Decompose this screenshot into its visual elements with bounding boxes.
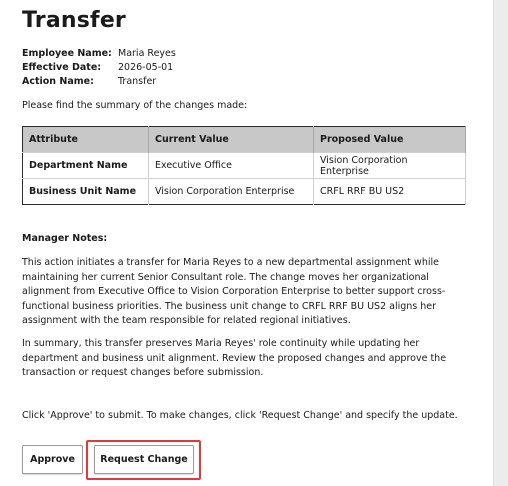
transaction-details xyxy=(22,47,176,89)
proposed-value-cell: Vision Corporation Enterprise xyxy=(314,153,466,179)
column-header-attribute: Attribute xyxy=(23,127,149,153)
table-header-row xyxy=(23,127,466,153)
column-header-current-value: Current Value xyxy=(149,127,314,153)
effective-date-row xyxy=(22,61,176,75)
attribute-cell: Business Unit Name xyxy=(23,179,149,205)
effective-date-label: Effective Date: xyxy=(22,62,102,73)
approve-button[interactable]: Approve xyxy=(22,445,83,474)
table-row xyxy=(23,179,466,205)
action-instruction: Click 'Approve' to submit. To make changes, click 'Request Change' and specify the update. xyxy=(22,410,458,421)
page-title: Transfer xyxy=(22,8,126,33)
request-change-button[interactable]: Request Change xyxy=(94,445,194,474)
summary-intro: Please find the summary of the changes made: xyxy=(22,100,248,111)
employee-name-label: Employee Name: xyxy=(22,48,112,59)
action-name-label: Action Name: xyxy=(22,76,94,87)
table-row xyxy=(23,153,466,179)
attribute-cell: Department Name xyxy=(23,153,149,179)
current-value-cell: Vision Corporation Enterprise xyxy=(149,179,314,205)
changes-table xyxy=(22,126,466,205)
manager-notes-heading: Manager Notes: xyxy=(22,233,108,244)
employee-name-value: Maria Reyes xyxy=(118,48,176,59)
employee-name-row xyxy=(22,47,176,61)
action-name-value: Transfer xyxy=(118,76,157,87)
column-header-proposed-value: Proposed Value xyxy=(314,127,466,153)
manager-notes-paragraph: This action initiates a transfer for Maria Reyes to a new departmental assignment while maintaining her current Senior Consultant role. The change moves her organizational alignment from Executive Office to Vision Corporation Enterprise to better support cross-functional business priorities. The business unit change to CRFL RRF BU US2 aligns her assignment with the team responsible for related regional initiatives. xyxy=(22,257,446,326)
action-name-row xyxy=(22,75,176,89)
current-value-cell: Executive Office xyxy=(149,153,314,179)
effective-date-value: 2026-05-01 xyxy=(118,62,174,73)
manager-notes-summary: In summary, this transfer preserves Maria Reyes' role continuity while updating her department and business unit alignment. Review the proposed changes and approve the transaction or request changes before submission. xyxy=(22,338,447,378)
proposed-value-cell: CRFL RRF BU US2 xyxy=(314,179,466,205)
